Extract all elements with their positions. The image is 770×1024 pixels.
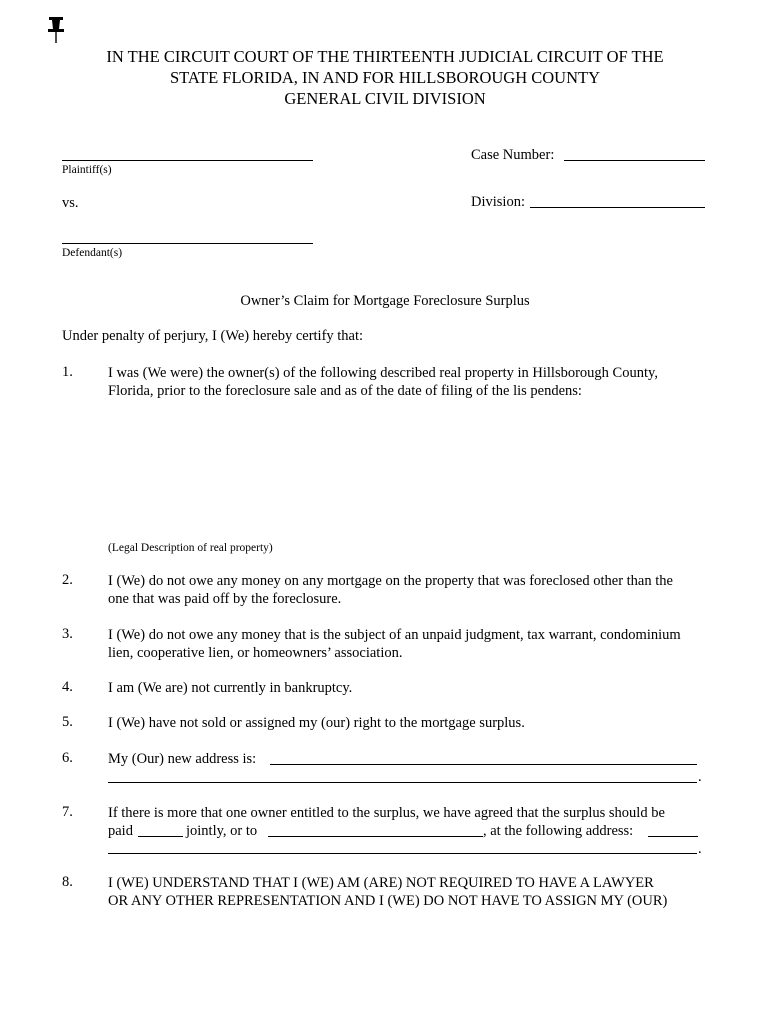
item-8-line-1: I (WE) UNDERSTAND THAT I (WE) AM (ARE) NOT REQUIRED TO HAVE A LAWYER — [108, 875, 654, 891]
item-number-3: 3. — [62, 626, 73, 642]
legal-description-label: (Legal Description of real property) — [108, 542, 273, 554]
item-number-8: 8. — [62, 874, 73, 890]
new-address-field-2[interactable] — [108, 782, 697, 783]
item-7-jointly-text: jointly, or to — [186, 823, 258, 839]
item-7-line-1: If there is more that one owner entitled to the surplus, we have agreed that the surplus should be — [108, 805, 665, 821]
plaintiff-field[interactable] — [62, 160, 313, 161]
item-number-2: 2. — [62, 572, 73, 588]
payee-line-period: . — [698, 841, 702, 857]
defendant-label: Defendant(s) — [62, 247, 123, 259]
item-3-text — [108, 626, 708, 662]
payee-address-field-2[interactable] — [108, 853, 697, 854]
item-1-text — [108, 364, 708, 400]
item-2-line-1: I (We) do not owe any money on any mortgage on the property that was foreclosed other than the — [108, 573, 673, 589]
header-line-1: IN THE CIRCUIT COURT OF THE THIRTEENTH JUDICIAL CIRCUIT OF THE — [106, 47, 664, 66]
item-number-4: 4. — [62, 679, 73, 695]
item-3-line-2: lien, cooperative lien, or homeowners’ association. — [108, 645, 403, 661]
item-number-6: 6. — [62, 750, 73, 766]
address-line-period: . — [698, 769, 702, 785]
item-8-line-2: OR ANY OTHER REPRESENTATION AND I (WE) DO NOT HAVE TO ASSIGN MY (OUR) — [108, 893, 668, 909]
item-number-5: 5. — [62, 714, 73, 730]
versus-text: vs. — [62, 195, 79, 211]
legal-description-area[interactable] — [108, 400, 708, 535]
item-number-7: 7. — [62, 804, 73, 820]
item-2-line-2: one that was paid off by the foreclosure. — [108, 591, 342, 607]
item-8-text — [108, 874, 708, 910]
item-7-paid-text: paid — [108, 823, 133, 839]
court-header — [40, 46, 730, 109]
jointly-field[interactable] — [138, 836, 183, 837]
header-line-3: GENERAL CIVIL DIVISION — [284, 89, 486, 108]
payee-address-field-1[interactable] — [648, 836, 698, 837]
case-number-field[interactable] — [564, 160, 705, 161]
item-1-line-1: I was (We were) the owner(s) of the following described real property in Hillsborough County, — [108, 365, 658, 381]
division-field[interactable] — [530, 207, 705, 208]
pushpin-icon — [46, 16, 66, 44]
item-2-text — [108, 572, 708, 608]
intro-statement: Under penalty of perjury, I (We) hereby certify that: — [62, 328, 364, 344]
item-4-text: I am (We are) not currently in bankruptcy. — [108, 680, 353, 696]
item-5-text: I (We) have not sold or assigned my (our) right to the mortgage surplus. — [108, 715, 525, 731]
item-1-line-2: Florida, prior to the foreclosure sale and as of the date of filing of the lis pendens: — [108, 383, 582, 399]
item-3-line-1: I (We) do not owe any money that is the subject of an unpaid judgment, tax warrant, condominium — [108, 627, 681, 643]
payee-name-field[interactable] — [268, 836, 483, 837]
case-number-label: Case Number: — [471, 147, 555, 163]
item-6-label: My (Our) new address is: — [108, 751, 257, 767]
new-address-field-1[interactable] — [270, 764, 697, 765]
defendant-field[interactable] — [62, 243, 313, 244]
header-line-2: STATE FLORIDA, IN AND FOR HILLSBOROUGH COUNTY — [170, 68, 600, 87]
form-title: Owner’s Claim for Mortgage Foreclosure Surplus — [240, 293, 530, 309]
plaintiff-label: Plaintiff(s) — [62, 164, 112, 176]
division-label: Division: — [471, 194, 525, 210]
item-7-address-text: , at the following address: — [483, 823, 634, 839]
item-number-1: 1. — [62, 364, 73, 380]
